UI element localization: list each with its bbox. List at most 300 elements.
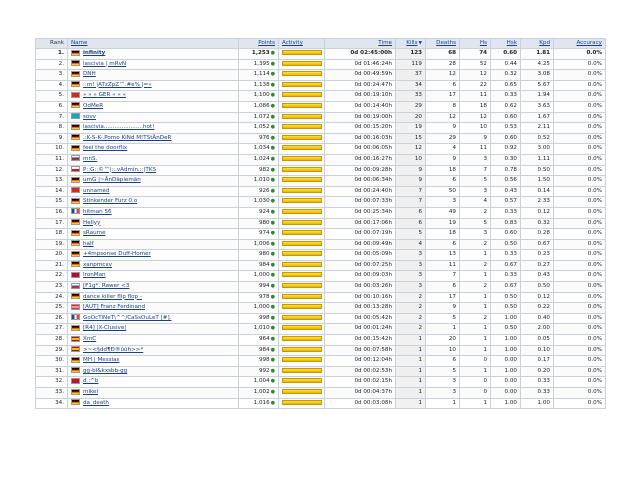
kills-cell: 2 xyxy=(396,292,426,303)
accuracy-cell: 0.0% xyxy=(554,271,606,282)
table-row[interactable] xyxy=(36,250,606,261)
player-name-link[interactable]: infinity xyxy=(83,50,106,56)
name-cell xyxy=(68,112,239,123)
points-trend-icon: ● xyxy=(270,134,275,141)
hsk-cell: 0.57 xyxy=(491,197,521,208)
activity-cell xyxy=(279,345,325,356)
table-row[interactable] xyxy=(36,313,606,324)
time-cell: 0d 00:03:26h xyxy=(325,282,396,293)
points-cell xyxy=(239,112,279,123)
points-cell xyxy=(239,388,279,399)
player-name-link[interactable]: [R4] |X-Clusive| xyxy=(83,325,127,332)
activity-bar xyxy=(282,283,322,288)
deaths-cell: 3 xyxy=(426,377,460,388)
points-cell xyxy=(239,59,279,70)
player-name-link[interactable]: IronMan xyxy=(83,272,106,279)
deaths-cell: 3 xyxy=(426,388,460,399)
player-name-link[interactable]: hitman 56 xyxy=(83,208,112,215)
sort-by-hs-link[interactable]: Hs xyxy=(479,40,487,46)
points-trend-icon: ● xyxy=(270,208,275,215)
name-cell xyxy=(68,239,239,250)
player-name-link[interactable]: feel the doorflix xyxy=(83,145,128,152)
accuracy-cell: 0.0% xyxy=(554,345,606,356)
hs-cell: 4 xyxy=(460,197,491,208)
points-trend-icon: ● xyxy=(270,357,275,364)
player-name-link[interactable]: mnS. xyxy=(83,155,98,162)
points-value: 998 xyxy=(258,314,270,321)
player-name-link[interactable]: XmC xyxy=(83,336,97,343)
activity-cell xyxy=(279,112,325,123)
hs-cell: 0 xyxy=(460,377,491,388)
hsk-cell: 0.60 xyxy=(491,133,521,144)
hs-cell: 18 xyxy=(460,101,491,112)
deaths-cell: 9 xyxy=(426,303,460,314)
time-cell: 0d 02:45:00h xyxy=(325,49,396,60)
rank-cell: 22. xyxy=(36,271,68,282)
points-trend-icon: ● xyxy=(270,145,275,152)
time-cell: 0d 00:07:33h xyxy=(325,197,396,208)
deaths-cell: 6 xyxy=(426,80,460,91)
player-name-link[interactable]: half xyxy=(83,240,94,247)
table-row[interactable] xyxy=(36,388,606,399)
country-flag-icon xyxy=(71,208,80,214)
points-trend-icon: ● xyxy=(270,314,275,321)
kpd-cell: 1.50 xyxy=(521,176,554,187)
name-cell xyxy=(68,70,239,81)
hsk-cell: 1.00 xyxy=(491,398,521,409)
name-cell xyxy=(68,282,239,293)
time-cell: 0d 00:07:25h xyxy=(325,260,396,271)
country-flag-icon xyxy=(71,177,80,183)
points-cell xyxy=(239,176,279,187)
rank-cell: 10. xyxy=(36,144,68,155)
rank-cell: 20. xyxy=(36,250,68,261)
table-row[interactable] xyxy=(36,229,606,240)
points-value: 1,006 xyxy=(253,240,270,247)
accuracy-cell: 0.0% xyxy=(554,229,606,240)
player-name-link[interactable]: lascivia......................hot! xyxy=(83,124,155,131)
sort-by-points-link[interactable]: Points xyxy=(258,40,275,46)
sort-by-kpd-link[interactable]: Kpd xyxy=(539,40,550,46)
player-name-link[interactable]: da_death xyxy=(83,399,109,406)
table-row[interactable] xyxy=(36,133,606,144)
deaths-cell: 1 xyxy=(426,398,460,409)
points-trend-icon: ● xyxy=(270,261,275,268)
points-value: 1,000 xyxy=(253,304,270,311)
hs-cell: 3 xyxy=(460,229,491,240)
points-header[interactable] xyxy=(239,39,279,49)
kpd-cell: 2.33 xyxy=(521,197,554,208)
points-trend-icon: ● xyxy=(270,60,275,67)
table-row[interactable] xyxy=(36,70,606,81)
points-trend-icon: ● xyxy=(270,50,275,56)
kills-cell: 2 xyxy=(396,313,426,324)
sort-by-name-link[interactable]: Name xyxy=(71,40,88,46)
time-cell: 0d 00:05:42h xyxy=(325,313,396,324)
sort-by-time-link[interactable]: Time xyxy=(378,40,392,46)
table-row[interactable] xyxy=(36,49,606,60)
kills-cell: 3 xyxy=(396,260,426,271)
name-cell xyxy=(68,91,239,102)
activity-cell xyxy=(279,186,325,197)
player-name-link[interactable]: umG |~ÂnDäpiemän xyxy=(83,177,141,184)
activity-bar xyxy=(282,241,322,246)
name-cell xyxy=(68,176,239,187)
hs-cell: 5 xyxy=(460,218,491,229)
kills-cell: 1 xyxy=(396,335,426,346)
activity-bar xyxy=(282,389,322,394)
points-value: 980 xyxy=(258,251,270,258)
points-trend-icon: ● xyxy=(270,113,275,120)
kpd-cell: 4.25 xyxy=(521,59,554,70)
points-trend-icon: ● xyxy=(270,283,275,290)
hs-cell: 1 xyxy=(460,292,491,303)
time-cell: 0d 00:10:16h xyxy=(325,292,396,303)
deaths-cell: 6 xyxy=(426,282,460,293)
hs-cell: 11 xyxy=(460,144,491,155)
points-value: 998 xyxy=(258,357,270,364)
table-row[interactable] xyxy=(36,144,606,155)
deaths-cell: 11 xyxy=(426,260,460,271)
rank-cell: 12. xyxy=(36,165,68,176)
activity-bar xyxy=(282,251,322,256)
table-row[interactable] xyxy=(36,324,606,335)
points-value: 1,024 xyxy=(253,155,270,162)
country-flag-icon xyxy=(71,102,80,108)
points-trend-icon: ● xyxy=(270,304,275,311)
sort-by-kills-link[interactable]: Kills xyxy=(406,40,418,46)
activity-bar xyxy=(282,315,322,320)
kills-cell: 20 xyxy=(396,112,426,123)
table-row[interactable] xyxy=(36,176,606,187)
points-value: 974 xyxy=(258,230,270,237)
activity-cell xyxy=(279,176,325,187)
hsk-cell: 0.78 xyxy=(491,165,521,176)
name-cell xyxy=(68,123,239,134)
table-row[interactable] xyxy=(36,91,606,102)
player-name-link[interactable]: ::m! |ATzZpZ™.#e% |=« xyxy=(83,81,152,88)
deaths-cell: 5 xyxy=(426,313,460,324)
kpd-cell: 0.50 xyxy=(521,165,554,176)
points-value: 1,016 xyxy=(253,399,270,406)
deaths-cell: 29 xyxy=(426,133,460,144)
player-name-link[interactable]: GoOcTiNeT\^^/CaSsOuLeT [#]. xyxy=(83,314,172,321)
hsk-cell: 1.00 xyxy=(491,313,521,324)
hsk-cell: 0.33 xyxy=(491,91,521,102)
activity-cell xyxy=(279,207,325,218)
activity-cell xyxy=(279,398,325,409)
table-row[interactable] xyxy=(36,260,606,271)
points-value: 1,030 xyxy=(253,198,270,205)
time-cell: 0d 00:07:58h xyxy=(325,345,396,356)
points-cell xyxy=(239,91,279,102)
time-cell: 0d 00:15:20h xyxy=(325,123,396,134)
activity-bar xyxy=(282,209,322,214)
table-row[interactable] xyxy=(36,271,606,282)
activity-header[interactable] xyxy=(279,39,325,49)
activity-cell xyxy=(279,388,325,399)
kpd-cell: 0.40 xyxy=(521,313,554,324)
hsk-cell: 1.00 xyxy=(491,345,521,356)
sort-by-activity-link[interactable]: Activity xyxy=(282,40,303,46)
points-trend-icon: ● xyxy=(270,240,275,247)
time-cell: 0d 00:16:27h xyxy=(325,154,396,165)
points-cell xyxy=(239,250,279,261)
hsk-cell: 0.67 xyxy=(491,260,521,271)
kills-cell: 1 xyxy=(396,345,426,356)
player-name-link[interactable]: MH | Messias xyxy=(83,357,120,364)
player-name-link[interactable]: [F1g*. Rawer <3 xyxy=(83,283,130,290)
hsk-cell: 0.50 xyxy=(491,324,521,335)
kills-cell: 3 xyxy=(396,282,426,293)
player-name-link[interactable]: mikel xyxy=(83,389,99,395)
country-flag-icon xyxy=(71,155,80,161)
activity-cell xyxy=(279,70,325,81)
activity-bar xyxy=(282,135,322,140)
player-name-link[interactable]: [AUT] Franz Ferdinand xyxy=(83,304,146,311)
country-flag-icon xyxy=(71,145,80,151)
table-row[interactable] xyxy=(36,197,606,208)
activity-bar xyxy=(282,347,322,352)
time-cell: 0d 00:17:06h xyxy=(325,218,396,229)
country-flag-icon xyxy=(71,134,80,140)
time-cell: 0d 00:01:24h xyxy=(325,324,396,335)
accuracy-cell: 0.0% xyxy=(554,59,606,70)
hs-cell: 1 xyxy=(460,335,491,346)
table-row[interactable] xyxy=(36,239,606,250)
kills-cell: 2 xyxy=(396,303,426,314)
table-row[interactable] xyxy=(36,59,606,70)
accuracy-cell: 0.0% xyxy=(554,313,606,324)
kills-cell: 1 xyxy=(396,377,426,388)
points-trend-icon: ● xyxy=(270,92,275,99)
kills-cell: 3 xyxy=(396,250,426,261)
table-row[interactable] xyxy=(36,356,606,367)
sort-desc-icon: ▼ xyxy=(418,41,422,46)
rank-cell: 25. xyxy=(36,303,68,314)
activity-bar xyxy=(282,188,322,193)
points-trend-icon: ● xyxy=(270,124,275,131)
player-name-link[interactable]: d.:^b xyxy=(83,378,99,385)
table-row[interactable] xyxy=(36,218,606,229)
kills-cell: 9 xyxy=(396,176,426,187)
accuracy-header[interactable] xyxy=(554,39,606,49)
table-row[interactable] xyxy=(36,398,606,409)
kpd-cell: 0.12 xyxy=(521,292,554,303)
kpd-cell: 1.94 xyxy=(521,91,554,102)
kills-cell: 33 xyxy=(396,91,426,102)
table-row[interactable] xyxy=(36,377,606,388)
points-cell xyxy=(239,144,279,155)
points-trend-icon: ● xyxy=(270,293,275,300)
name-cell xyxy=(68,260,239,271)
table-row[interactable] xyxy=(36,154,606,165)
accuracy-cell: 0.0% xyxy=(554,282,606,293)
deaths-cell: 20 xyxy=(426,335,460,346)
accuracy-cell: 0.0% xyxy=(554,176,606,187)
kills-cell: 5 xyxy=(396,229,426,240)
kills-cell: 1 xyxy=(396,398,426,409)
name-cell xyxy=(68,324,239,335)
time-cell: 0d 00:04:37h xyxy=(325,388,396,399)
rank-cell: 34. xyxy=(36,398,68,409)
player-name-link[interactable]: Stinkender Furz 0.o xyxy=(83,198,138,205)
activity-cell xyxy=(279,101,325,112)
hs-cell: 1 xyxy=(460,303,491,314)
points-trend-icon: ● xyxy=(270,187,275,194)
player-name-link[interactable]: +4mpsonse Duff-Homer xyxy=(83,251,151,258)
deaths-cell: 19 xyxy=(426,218,460,229)
hsk-cell: 0.60 xyxy=(491,229,521,240)
hsk-header[interactable] xyxy=(491,39,521,49)
player-name-link[interactable]: xanpmcxv xyxy=(83,261,112,268)
hs-cell: 2 xyxy=(460,260,491,271)
kpd-cell: 0.27 xyxy=(521,260,554,271)
name-header[interactable] xyxy=(68,39,239,49)
kills-cell: 9 xyxy=(396,165,426,176)
points-value: 1,395 xyxy=(253,60,270,67)
kpd-cell: 0.22 xyxy=(521,303,554,314)
rank-cell: 28. xyxy=(36,335,68,346)
player-name-link[interactable]: sRaume xyxy=(83,230,106,237)
points-value: 992 xyxy=(258,367,270,374)
points-cell xyxy=(239,165,279,176)
player-name-link[interactable]: P::G::©™|::.vAdmin.::|TKS xyxy=(83,166,157,173)
sort-by-deaths-link[interactable]: Deaths xyxy=(436,40,456,46)
accuracy-cell: 0.0% xyxy=(554,377,606,388)
rank-cell: 32. xyxy=(36,377,68,388)
country-flag-icon xyxy=(71,113,80,119)
points-trend-icon: ● xyxy=(270,71,275,78)
hs-cell: 9 xyxy=(460,133,491,144)
time-cell: 0d 00:03:08h xyxy=(325,398,396,409)
player-name-link[interactable]: sovv xyxy=(83,113,96,120)
points-value: 1,000 xyxy=(253,272,270,279)
deaths-cell: 3 xyxy=(426,197,460,208)
activity-cell xyxy=(279,144,325,155)
kpd-cell: 5.67 xyxy=(521,80,554,91)
country-flag-icon xyxy=(71,357,80,363)
deaths-header[interactable] xyxy=(426,39,460,49)
hs-cell: 1 xyxy=(460,345,491,356)
country-flag-icon xyxy=(71,240,80,246)
player-name-link[interactable]: Hellyy xyxy=(83,219,101,226)
table-row[interactable] xyxy=(36,303,606,314)
table-row[interactable] xyxy=(36,186,606,197)
sort-by-hsk-link[interactable]: Hsk xyxy=(506,40,517,46)
hs-cell: 3 xyxy=(460,186,491,197)
rank-cell: 29. xyxy=(36,345,68,356)
hsk-cell: 0.33 xyxy=(491,250,521,261)
deaths-cell: 18 xyxy=(426,165,460,176)
accuracy-cell: 0.0% xyxy=(554,49,606,60)
time-header[interactable] xyxy=(325,39,396,49)
accuracy-cell: 0.0% xyxy=(554,356,606,367)
hsk-cell: 0.00 xyxy=(491,388,521,399)
table-body xyxy=(36,49,606,409)
sort-by-accuracy-link[interactable]: Accuracy xyxy=(576,40,602,46)
hs-cell: 1 xyxy=(460,324,491,335)
hs-cell: 2 xyxy=(460,282,491,293)
table-row[interactable] xyxy=(36,292,606,303)
activity-bar xyxy=(282,336,322,341)
deaths-cell: 49 xyxy=(426,207,460,218)
kpd-cell: 0.67 xyxy=(521,239,554,250)
player-name-link[interactable]: gg-bl&kxsbb-gg xyxy=(83,367,128,374)
table-row[interactable] xyxy=(36,282,606,293)
points-value: 976 xyxy=(258,134,270,141)
time-cell: 0d 00:25:34h xyxy=(325,207,396,218)
rank-cell: 19. xyxy=(36,239,68,250)
table-row[interactable] xyxy=(36,80,606,91)
time-cell: 0d 00:49:59h xyxy=(325,70,396,81)
table-row[interactable] xyxy=(36,165,606,176)
table-row[interactable] xyxy=(36,345,606,356)
activity-cell xyxy=(279,59,325,70)
country-flag-icon xyxy=(71,251,80,257)
country-flag-icon xyxy=(71,166,80,172)
hsk-cell: 0.83 xyxy=(491,218,521,229)
time-cell: 0d 00:24:40h xyxy=(325,186,396,197)
deaths-cell: 4 xyxy=(426,144,460,155)
hs-cell: 5 xyxy=(460,176,491,187)
player-name-link[interactable]: dance killer flip flop - xyxy=(83,293,142,300)
points-trend-icon: ● xyxy=(270,198,275,205)
kpd-cell: 1.81 xyxy=(521,49,554,60)
kills-header[interactable] xyxy=(396,39,426,49)
hs-cell: 11 xyxy=(460,91,491,102)
table-row[interactable] xyxy=(36,123,606,134)
activity-bar xyxy=(282,378,322,383)
kpd-cell: 0.33 xyxy=(521,377,554,388)
accuracy-cell: 0.0% xyxy=(554,250,606,261)
player-name-link[interactable]: >~<§dd¶Ð®ûüh>>* xyxy=(83,346,144,353)
player-name-link[interactable]: unnamed xyxy=(83,187,110,194)
kpd-cell: 0.28 xyxy=(521,229,554,240)
activity-cell xyxy=(279,218,325,229)
hsk-cell: 1.00 xyxy=(491,335,521,346)
player-name-link[interactable]: .:K-S-K-.Pomo KiNd M!TStÄnDeR xyxy=(83,134,172,141)
hs-cell: 2 xyxy=(460,239,491,250)
hsk-cell: 0.62 xyxy=(491,101,521,112)
player-name-link[interactable]: » » » GER « « « xyxy=(83,92,126,99)
table-row[interactable] xyxy=(36,366,606,377)
table-row[interactable] xyxy=(36,101,606,112)
rank-cell: 30. xyxy=(36,356,68,367)
points-cell xyxy=(239,335,279,346)
accuracy-cell: 0.0% xyxy=(554,144,606,155)
name-cell xyxy=(68,313,239,324)
player-name-link[interactable]: DNH xyxy=(83,71,96,78)
points-cell xyxy=(239,133,279,144)
player-name-link[interactable]: lascivia | mRvN xyxy=(83,60,127,67)
activity-cell xyxy=(279,91,325,102)
table-row[interactable] xyxy=(36,112,606,123)
hs-header[interactable] xyxy=(460,39,491,49)
time-cell: 0d 00:09:03h xyxy=(325,271,396,282)
kpd-header[interactable] xyxy=(521,39,554,49)
table-row[interactable] xyxy=(36,335,606,346)
rank-cell: 17. xyxy=(36,218,68,229)
activity-cell xyxy=(279,197,325,208)
kpd-cell: 0.14 xyxy=(521,186,554,197)
table-row[interactable] xyxy=(36,207,606,218)
activity-bar xyxy=(282,71,322,76)
player-name-link[interactable]: OdMeR xyxy=(83,102,104,109)
points-trend-icon: ● xyxy=(270,346,275,353)
country-flag-icon xyxy=(71,124,80,130)
activity-bar xyxy=(282,167,322,172)
